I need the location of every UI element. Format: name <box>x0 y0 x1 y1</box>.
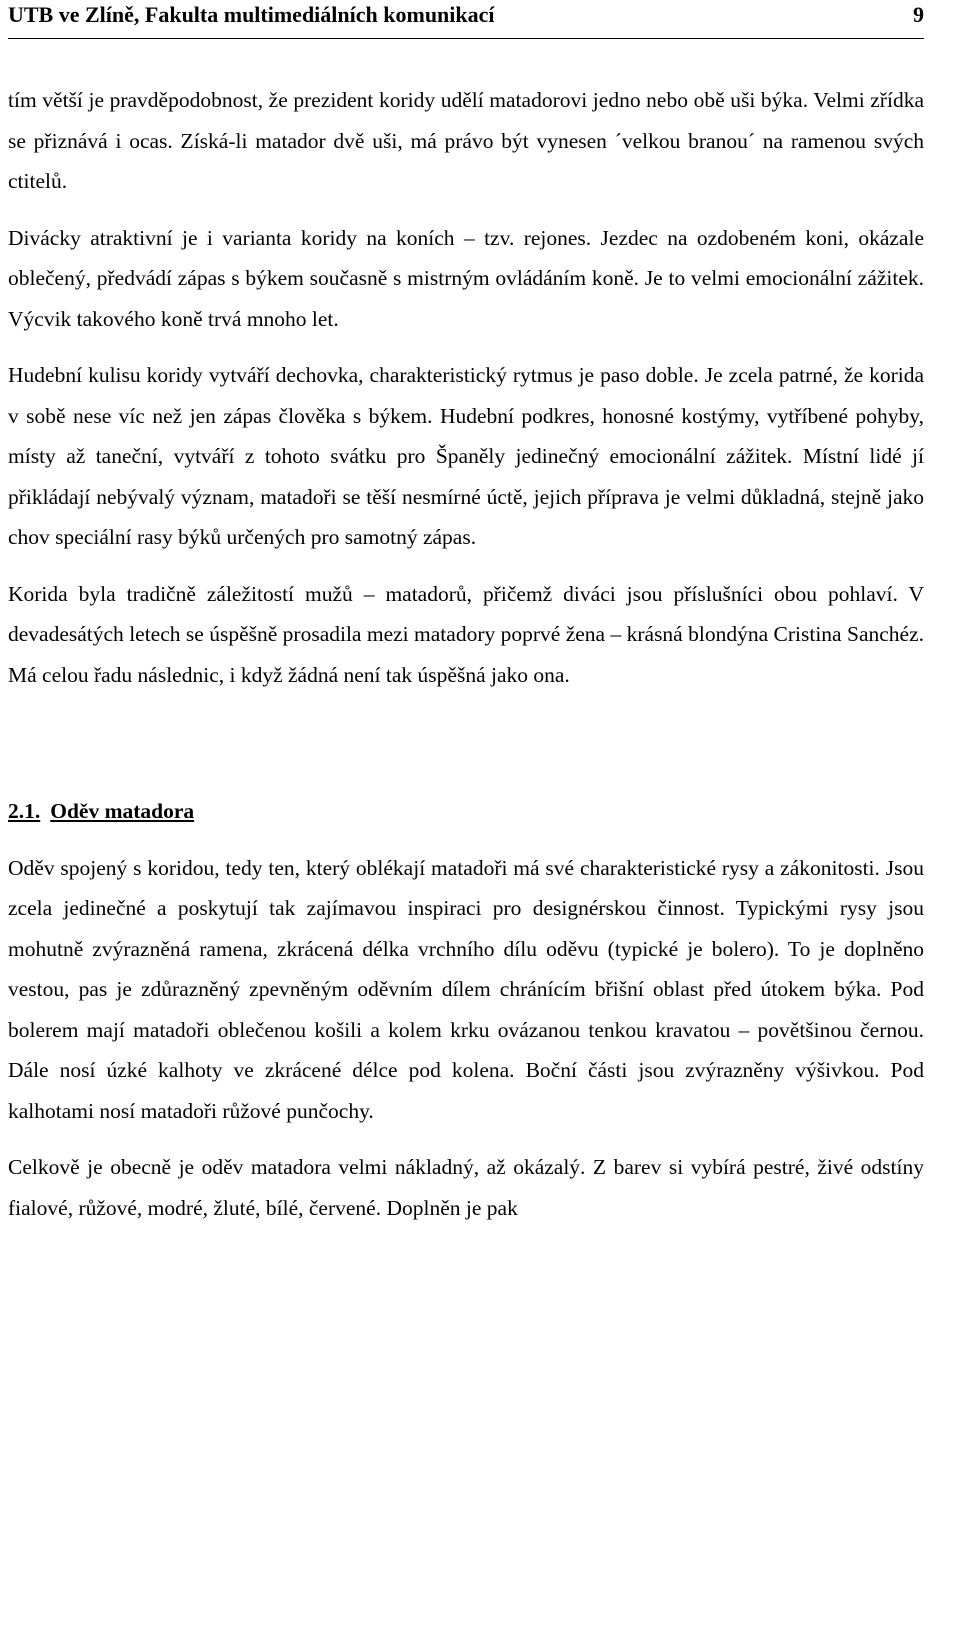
paragraph: Divácky atraktivní je i varianta koridy na koních – tzv. rejones. Jezdec na ozdobeném koni, okázale oblečený, předvádí zápas s býkem současně s mistrným ovládáním koně. Je to velmi emocionální zážitek. Výcvik takového koně trvá mnoho let. <box>8 225 924 331</box>
section-number: 2.1. <box>8 799 41 823</box>
page-header <box>8 0 924 39</box>
section-title: Oděv matadora <box>50 799 195 823</box>
page-body <box>8 80 924 1244</box>
paragraph: Oděv spojený s koridou, tedy ten, který oblékají matadoři má své charakteristické rysy a zákonitosti. Jsou zcela jedinečné a poskytují tak zajímavou inspiraci pro designérskou činnost. Typickými rysy jsou mohutně zvýrazněná ramena, zkrácená délka vrchního dílu oděvu (typické je bolero). To je doplněno vestou, pas je zdůrazněný zpevněným oděvním dílem chránícím břišní oblast před útokem býka. Pod bolerem mají matadoři oblečenou košili a kolem krku ovázanou tenkou kravatou – povětšinou černou. Dále nosí úzké kalhoty ve zkrácené délce pod kolena. Boční části jsou zvýrazněny výšivkou. Pod kalhotami nosí matadoři růžové punčochy. <box>8 855 924 1123</box>
paragraph: Hudební kulisu koridy vytváří dechovka, charakteristický rytmus je paso doble. Je zcela patrné, že korida v sobě nese víc než jen zápas člověka s býkem. Hudební podkres, honosné kostýmy, vytříbené pohyby, místy až taneční, vytváří z tohoto svátku pro Španěly jedinečný emocionální zážitek. Místní lidé jí přikládají nebývalý význam, matadoři se těší nesmírné úctě, jejich příprava je velmi důkladná, stejně jako chov speciální rasy býků určených pro samotný zápas. <box>8 363 924 549</box>
paragraph: tím větší je pravděpodobnost, že prezident koridy udělí matadorovi jedno nebo obě uši býka. Velmi zřídka se přiznává i ocas. Získá-li matador dvě uši, má právo být vynesen ´velkou branou´ na ramenou svých ctitelů. <box>8 88 924 193</box>
document-title: UTB ve Zlíně, Fakulta multimediálních komunikací <box>8 2 495 27</box>
section-heading <box>8 791 924 832</box>
page-number: 9 <box>913 2 924 27</box>
paragraph: Korida byla tradičně záležitostí mužů – matadorů, přičemž diváci jsou příslušníci obou pohlaví. V devadesátých letech se úspěšně prosadila mezi matadory poprvé žena – krásná blondýna Cristina Sanchéz. Má celou řadu následnic, i když žádná není tak úspěšná jako ona. <box>8 581 924 687</box>
paragraph: Celkově je obecně je oděv matadora velmi nákladný, až okázalý. Z barev si vybírá pestré, živé odstíny fialové, růžové, modré, žluté, bílé, červené. Doplněn je pak <box>8 1155 924 1220</box>
